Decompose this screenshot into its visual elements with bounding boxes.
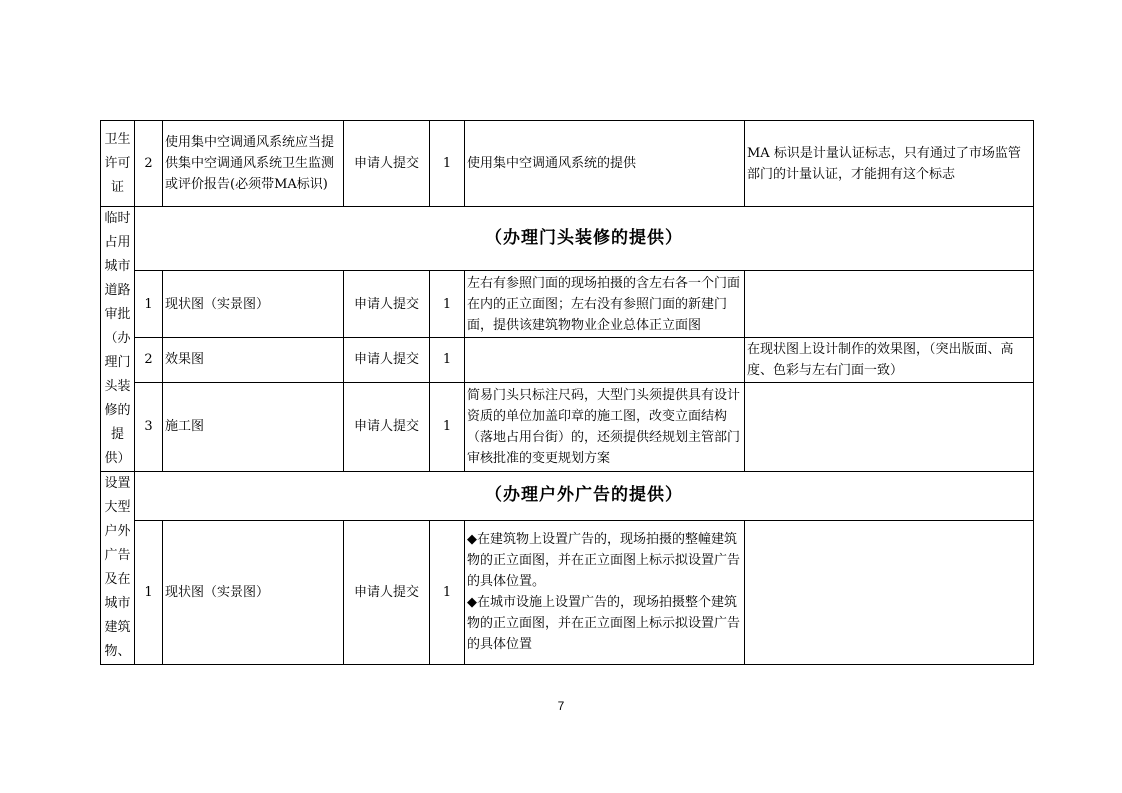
section-heading: （办理门头装修的提供）	[135, 207, 1034, 271]
copy-count: 1	[430, 337, 465, 382]
requirements-table	[100, 120, 1034, 665]
table-row	[101, 207, 1034, 271]
material-name: 现状图（实景图）	[163, 520, 344, 664]
table-row	[101, 121, 1034, 207]
requirement-line: ◆在建筑物上设置广告的，现场拍摄的整幢建筑物的正立面图，并在正立面图上标示拟设置广告的具体位置。	[467, 532, 741, 590]
note	[745, 382, 1034, 471]
table-row	[101, 271, 1034, 338]
submitter: 申请人提交	[344, 520, 430, 664]
submitter: 申请人提交	[344, 271, 430, 338]
page-number: 7	[557, 699, 565, 713]
table-row	[101, 382, 1034, 471]
copy-count: 1	[430, 382, 465, 471]
requirement	[465, 337, 745, 382]
category-cell: 卫生许可证	[101, 121, 135, 207]
item-number: 3	[135, 382, 163, 471]
category-cell: 设置大型户外广告及在城市建筑物、	[101, 472, 135, 665]
copy-count: 1	[430, 121, 465, 207]
category-cell: 临时占用城市道路审批（办理门头装修的提供）	[101, 207, 135, 472]
material-name: 效果图	[163, 337, 344, 382]
material-name: 施工图	[163, 382, 344, 471]
item-number: 2	[135, 337, 163, 382]
item-number: 1	[135, 520, 163, 664]
submitter: 申请人提交	[344, 382, 430, 471]
table-row	[101, 520, 1034, 664]
requirement-line: ◆在城市设施上设置广告的，现场拍摄整个建筑物的正立面图，并在正立面图上标示拟设置广告的具体位置	[467, 595, 741, 653]
table-row	[101, 472, 1034, 521]
submitter: 申请人提交	[344, 337, 430, 382]
item-number: 1	[135, 271, 163, 338]
note	[745, 520, 1034, 664]
note: 在现状图上设计制作的效果图，（突出版面、高度、色彩与左右门面一致）	[745, 337, 1034, 382]
note	[745, 271, 1034, 338]
note: MA 标识是计量认证标志，只有通过了市场监管部门的计量认证，才能拥有这个标志	[745, 121, 1034, 207]
requirement: 左右有参照门面的现场拍摄的含左右各一个门面在内的正立面图；左右没有参照门面的新建门面，提供该建筑物物业企业总体正立面图	[465, 271, 745, 338]
copy-count: 1	[430, 520, 465, 664]
material-name: 现状图（实景图）	[163, 271, 344, 338]
material-name: 使用集中空调通风系统应当提供集中空调通风系统卫生监测或评价报告(必须带MA标识)	[163, 121, 344, 207]
submitter: 申请人提交	[344, 121, 430, 207]
table-row	[101, 337, 1034, 382]
copy-count: 1	[430, 271, 465, 338]
item-number: 2	[135, 121, 163, 207]
section-heading: （办理户外广告的提供）	[135, 472, 1034, 521]
requirement	[465, 520, 745, 664]
requirement: 简易门头只标注尺码，大型门头须提供具有设计资质的单位加盖印章的施工图，改变立面结构（落地占用台街）的，还须提供经规划主管部门审核批准的变更规划方案	[465, 382, 745, 471]
requirement: 使用集中空调通风系统的提供	[465, 121, 745, 207]
